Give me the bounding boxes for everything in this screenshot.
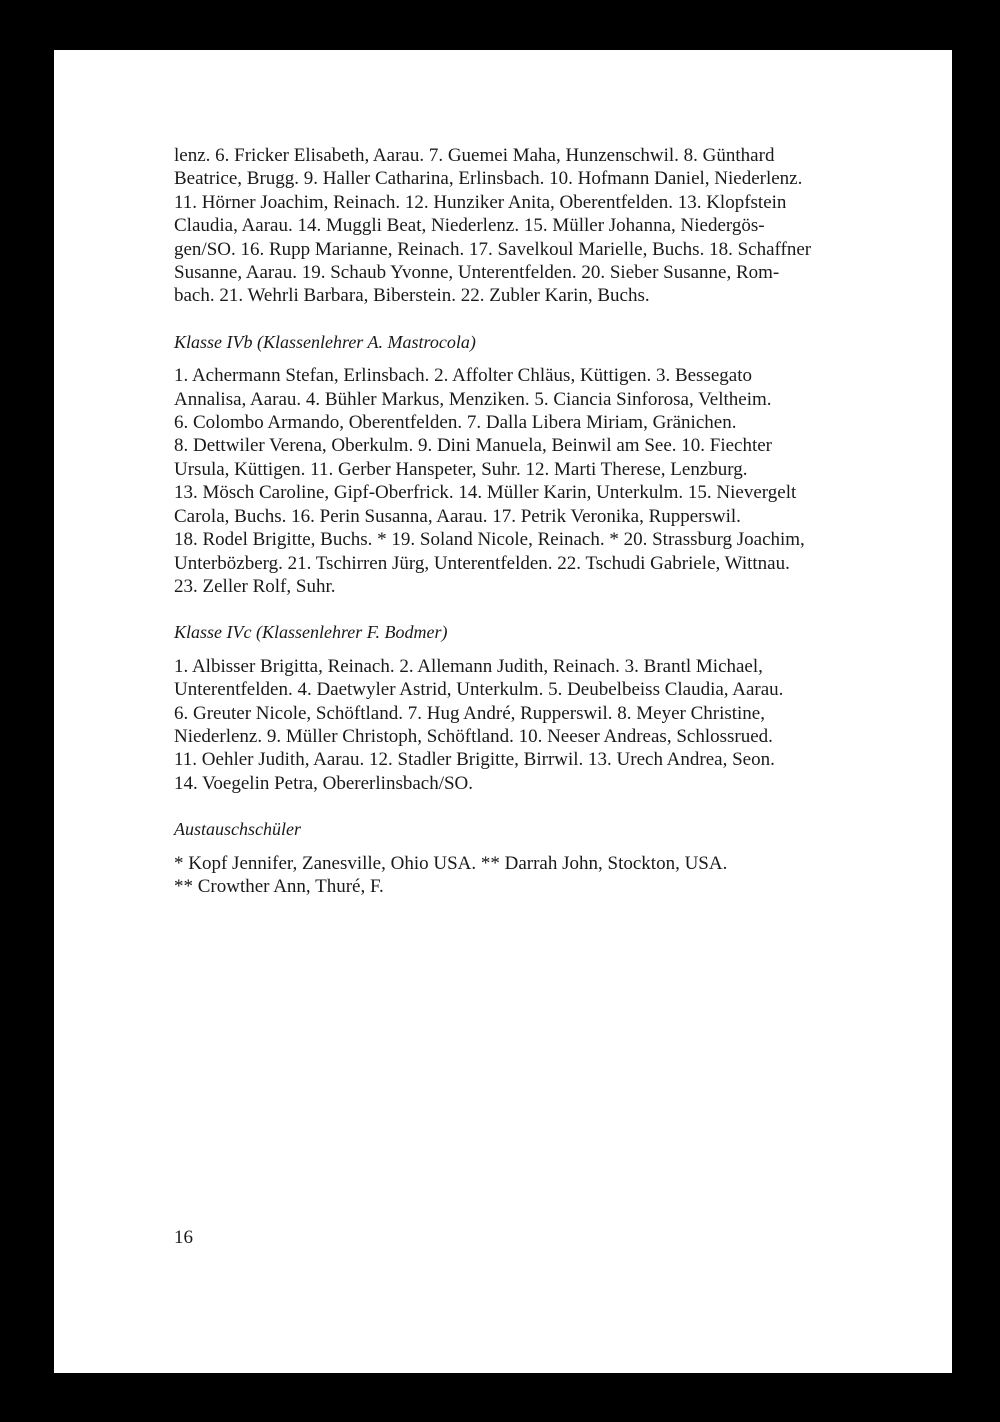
- page-content: [174, 144, 828, 898]
- text-line: Susanne, Aarau. 19. Schaub Yvonne, Unterentfelden. 20. Sieber Susanne, Rom-: [174, 262, 780, 284]
- intro-paragraph: [174, 144, 828, 308]
- text-line: 13. Mösch Caroline, Gipf-Oberfrick. 14. Müller Karin, Unterkulm. 15. Nievergelt: [174, 482, 797, 504]
- section-heading-ivc: Klasse IVc (Klassenlehrer F. Bodmer): [174, 622, 448, 643]
- text-line: 11. Hörner Joachim, Reinach. 12. Hunziker Anita, Oberentfelden. 13. Klopfstein: [174, 191, 787, 213]
- text-line: 1. Achermann Stefan, Erlinsbach. 2. Affolter Chläus, Küttigen. 3. Bessegato: [174, 365, 752, 387]
- text-line: 18. Rodel Brigitte, Buchs. * 19. Soland Nicole, Reinach. * 20. Strassburg Joachim,: [174, 529, 805, 551]
- text-line: lenz. 6. Fricker Elisabeth, Aarau. 7. Guemei Maha, Hunzenschwil. 8. Günthard: [174, 145, 775, 166]
- text-line: Niederlenz. 9. Müller Christoph, Schöftland. 10. Neeser Andreas, Schlossrued.: [174, 725, 773, 747]
- text-line: 11. Oehler Judith, Aarau. 12. Stadler Brigitte, Birrwil. 13. Urech Andrea, Seon.: [174, 749, 775, 771]
- text-line: Beatrice, Brugg. 9. Haller Catharina, Erlinsbach. 10. Hofmann Daniel, Niederlenz.: [174, 168, 803, 190]
- text-line: Unterbözberg. 21. Tschirren Jürg, Unterentfelden. 22. Tschudi Gabriele, Wittnau.: [174, 552, 790, 574]
- text-line: Ursula, Küttigen. 11. Gerber Hanspeter, Suhr. 12. Marti Therese, Lenzburg.: [174, 458, 748, 480]
- text-line: * Kopf Jennifer, Zanesville, Ohio USA. ** Darrah John, Stockton, USA.: [174, 852, 728, 874]
- text-line: Unterentfelden. 4. Daetwyler Astrid, Unterkulm. 5. Deubelbeiss Claudia, Aarau.: [174, 679, 784, 701]
- text-line: 1. Albisser Brigitta, Reinach. 2. Allemann Judith, Reinach. 3. Brantl Michael,: [174, 655, 763, 677]
- text-line: 6. Greuter Nicole, Schöftland. 7. Hug André, Rupperswil. 8. Meyer Christine,: [174, 702, 765, 724]
- class-ivc-paragraph: [174, 655, 828, 795]
- class-ivb-paragraph: [174, 364, 828, 598]
- text-line: gen/SO. 16. Rupp Marianne, Reinach. 17. Savelkoul Marielle, Buchs. 18. Schaffner: [174, 238, 812, 260]
- text-line: 8. Dettwiler Verena, Oberkulm. 9. Dini Manuela, Beinwil am See. 10. Fiechter: [174, 435, 772, 457]
- page-number: 16: [174, 1227, 193, 1248]
- section-heading-ivb: Klasse IVb (Klassenlehrer A. Mastrocola): [174, 331, 476, 352]
- text-line: Annalisa, Aarau. 4. Bühler Markus, Menziken. 5. Ciancia Sinforosa, Veltheim.: [174, 388, 772, 410]
- section-heading-exchange: Austauschschüler: [174, 819, 301, 840]
- text-line: 23. Zeller Rolf, Suhr.: [174, 575, 336, 597]
- document-page: [54, 50, 952, 1373]
- text-line: Carola, Buchs. 16. Perin Susanna, Aarau. 17. Petrik Veronika, Rupperswil.: [174, 505, 741, 527]
- text-line: Claudia, Aarau. 14. Muggli Beat, Niederlenz. 15. Müller Johanna, Niedergös-: [174, 215, 765, 237]
- text-line: 14. Voegelin Petra, Obererlinsbach/SO.: [174, 772, 474, 794]
- text-line: ** Crowther Ann, Thuré, F.: [174, 875, 384, 897]
- text-line: bach. 21. Wehrli Barbara, Biberstein. 22. Zubler Karin, Buchs.: [174, 285, 650, 307]
- exchange-paragraph: [174, 852, 828, 899]
- text-line: 6. Colombo Armando, Oberentfelden. 7. Dalla Libera Miriam, Gränichen.: [174, 412, 737, 434]
